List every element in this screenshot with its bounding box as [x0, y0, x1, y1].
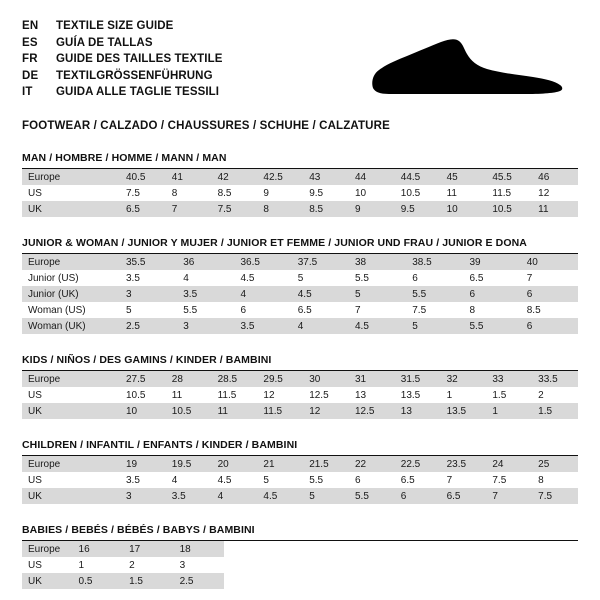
cell: 13 [349, 387, 395, 403]
category-heading: FOOTWEAR / CALZADO / CHAUSSURES / SCHUHE / CALZATURE [22, 120, 390, 132]
table-row [22, 169, 578, 185]
cell: 6.5 [441, 488, 487, 504]
cell: 46 [532, 169, 578, 185]
cell: 11.5 [257, 403, 303, 419]
cell: 23.5 [441, 456, 487, 472]
cell: 4 [177, 270, 234, 286]
cell: 8 [464, 302, 521, 318]
cell: 6 [395, 488, 441, 504]
cell: 3.5 [166, 488, 212, 504]
cell: 7.5 [486, 472, 532, 488]
cell: 28.5 [212, 371, 258, 387]
section-title: CHILDREN / INFANTIL / ENFANTS / KINDER / BAMBINI [22, 439, 578, 456]
language-code: ES [22, 36, 38, 49]
cell: 8 [257, 201, 303, 217]
cell: 4.5 [349, 318, 406, 334]
cell: 5 [303, 488, 349, 504]
cell: 4 [166, 472, 212, 488]
cell-empty [224, 557, 578, 573]
cell: 22.5 [395, 456, 441, 472]
cell: 18 [174, 541, 225, 557]
table-row [22, 456, 578, 472]
cell: 1.5 [532, 403, 578, 419]
cell: 0.5 [73, 573, 124, 589]
cell: 16 [73, 541, 124, 557]
cell: 9 [257, 185, 303, 201]
cell: 5.5 [177, 302, 234, 318]
row-label: Europe [22, 371, 120, 387]
table-row [22, 302, 578, 318]
cell: 2 [532, 387, 578, 403]
row-label: UK [22, 201, 120, 217]
cell: 37.5 [292, 254, 349, 270]
cell: 28 [166, 371, 212, 387]
cell: 3 [120, 286, 177, 302]
cell: 20 [212, 456, 258, 472]
section-babies [22, 524, 578, 589]
cell: 1.5 [123, 573, 174, 589]
cell: 11 [212, 403, 258, 419]
table-row [22, 472, 578, 488]
cell: 12 [532, 185, 578, 201]
cell: 10.5 [166, 403, 212, 419]
cell: 40.5 [120, 169, 166, 185]
table-row [22, 403, 578, 419]
cell: 17 [123, 541, 174, 557]
language-code: DE [22, 69, 39, 82]
cell: 3.5 [120, 270, 177, 286]
cell: 10 [441, 201, 487, 217]
cell: 1 [486, 403, 532, 419]
table-row [22, 387, 578, 403]
cell: 31.5 [395, 371, 441, 387]
cell: 5.5 [349, 270, 406, 286]
cell: 7 [441, 472, 487, 488]
cell: 6 [521, 318, 578, 334]
language-row [22, 84, 223, 101]
cell: 44 [349, 169, 395, 185]
size-table-children [22, 456, 578, 504]
cell: 5 [120, 302, 177, 318]
section-junior-woman [22, 237, 578, 334]
row-label: Junior (UK) [22, 286, 120, 302]
cell: 7.5 [532, 488, 578, 504]
cell: 9 [349, 201, 395, 217]
cell: 24 [486, 456, 532, 472]
cell: 33 [486, 371, 532, 387]
cell: 41 [166, 169, 212, 185]
language-code: EN [22, 20, 39, 32]
cell: 4 [235, 286, 292, 302]
cell: 6 [349, 472, 395, 488]
row-label: UK [22, 488, 120, 504]
cell: 2.5 [174, 573, 225, 589]
cell: 43 [303, 169, 349, 185]
row-label: Junior (US) [22, 270, 120, 286]
cell: 45 [441, 169, 487, 185]
document-header [22, 18, 578, 106]
cell: 6 [406, 270, 463, 286]
cell: 4 [212, 488, 258, 504]
table-row [22, 488, 578, 504]
cell: 10 [120, 403, 166, 419]
cell: 7.5 [120, 185, 166, 201]
cell: 22 [349, 456, 395, 472]
cell: 5 [257, 472, 303, 488]
cell: 42.5 [257, 169, 303, 185]
cell: 39 [464, 254, 521, 270]
cell: 11.5 [212, 387, 258, 403]
cell: 3 [120, 488, 166, 504]
cell: 11 [441, 185, 487, 201]
cell: 4.5 [257, 488, 303, 504]
cell: 6.5 [120, 201, 166, 217]
cell: 4 [292, 318, 349, 334]
dress-shoe-icon [362, 24, 572, 106]
language-title: GUIDE DES TAILLES TEXTILE [56, 53, 223, 65]
cell: 1.5 [486, 387, 532, 403]
row-label: US [22, 387, 120, 403]
section-title: JUNIOR & WOMAN / JUNIOR Y MUJER / JUNIOR ET FEMME / JUNIOR UND FRAU / JUNIOR E DONA [22, 237, 578, 254]
cell: 21.5 [303, 456, 349, 472]
cell: 5.5 [406, 286, 463, 302]
cell: 5.5 [464, 318, 521, 334]
table-row [22, 541, 578, 557]
cell-empty [224, 541, 578, 557]
table-row [22, 573, 578, 589]
cell: 3 [174, 557, 225, 573]
cell: 6.5 [464, 270, 521, 286]
row-label: UK [22, 573, 73, 589]
cell: 3.5 [177, 286, 234, 302]
cell: 9.5 [303, 185, 349, 201]
table-row [22, 185, 578, 201]
cell: 3 [177, 318, 234, 334]
cell: 1 [73, 557, 124, 573]
row-label: UK [22, 403, 120, 419]
table-row [22, 371, 578, 387]
language-title-list [22, 18, 223, 101]
row-label: US [22, 557, 73, 573]
section-title: KIDS / NIÑOS / DES GAMINS / KINDER / BAMBINI [22, 354, 578, 371]
cell: 6 [235, 302, 292, 318]
cell: 5 [406, 318, 463, 334]
cell: 42 [212, 169, 258, 185]
cell: 6 [521, 286, 578, 302]
table-row [22, 254, 578, 270]
section-man [22, 152, 578, 217]
cell: 3.5 [120, 472, 166, 488]
cell: 38.5 [406, 254, 463, 270]
cell: 5 [349, 286, 406, 302]
cell: 12.5 [349, 403, 395, 419]
cell: 5.5 [349, 488, 395, 504]
cell: 5.5 [303, 472, 349, 488]
size-table-babies [22, 541, 578, 589]
cell: 4.5 [292, 286, 349, 302]
cell: 36.5 [235, 254, 292, 270]
language-title: GUÍA DE TALLAS [56, 36, 153, 49]
cell: 8 [532, 472, 578, 488]
row-label: Woman (UK) [22, 318, 120, 334]
language-row [22, 68, 223, 85]
cell: 2.5 [120, 318, 177, 334]
cell: 10.5 [486, 201, 532, 217]
table-row [22, 286, 578, 302]
cell: 7 [521, 270, 578, 286]
cell: 2 [123, 557, 174, 573]
cell: 8 [166, 185, 212, 201]
cell: 1 [441, 387, 487, 403]
row-label: Europe [22, 254, 120, 270]
cell: 19 [120, 456, 166, 472]
cell: 8.5 [212, 185, 258, 201]
cell: 7.5 [212, 201, 258, 217]
cell: 13.5 [441, 403, 487, 419]
cell: 11 [166, 387, 212, 403]
cell: 10.5 [395, 185, 441, 201]
size-table-junior-woman [22, 254, 578, 334]
cell: 29.5 [257, 371, 303, 387]
cell: 10 [349, 185, 395, 201]
table-row [22, 270, 578, 286]
cell: 4.5 [235, 270, 292, 286]
table-row [22, 557, 578, 573]
cell: 12 [303, 403, 349, 419]
language-title: GUIDA ALLE TAGLIE TESSILI [56, 86, 220, 98]
row-label: Europe [22, 169, 120, 185]
cell: 5 [292, 270, 349, 286]
cell: 7 [349, 302, 406, 318]
cell: 3.5 [235, 318, 292, 334]
cell: 21 [257, 456, 303, 472]
section-title: MAN / HOMBRE / HOMME / MANN / MAN [22, 152, 578, 169]
row-label: US [22, 472, 120, 488]
cell: 30 [303, 371, 349, 387]
cell: 45.5 [486, 169, 532, 185]
cell: 27.5 [120, 371, 166, 387]
cell: 6 [464, 286, 521, 302]
cell: 40 [521, 254, 578, 270]
cell: 11 [532, 201, 578, 217]
cell: 12 [257, 387, 303, 403]
cell: 36 [177, 254, 234, 270]
row-label: US [22, 185, 120, 201]
language-row [22, 35, 223, 52]
table-row [22, 201, 578, 217]
cell: 11.5 [486, 185, 532, 201]
language-row [22, 51, 223, 68]
size-table-man [22, 169, 578, 217]
section-title: BABIES / BEBÉS / BÉBÉS / BABYS / BAMBINI [22, 524, 578, 541]
language-title: TEXTILGRÖSSENFÜHRUNG [56, 69, 213, 82]
cell: 25 [532, 456, 578, 472]
cell: 8.5 [521, 302, 578, 318]
cell: 7 [486, 488, 532, 504]
cell: 6.5 [395, 472, 441, 488]
row-label: Woman (US) [22, 302, 120, 318]
cell: 38 [349, 254, 406, 270]
cell: 6.5 [292, 302, 349, 318]
cell: 33.5 [532, 371, 578, 387]
size-table-kids [22, 371, 578, 419]
cell: 35.5 [120, 254, 177, 270]
row-label: Europe [22, 541, 73, 557]
cell: 13 [395, 403, 441, 419]
cell: 8.5 [303, 201, 349, 217]
cell: 7.5 [406, 302, 463, 318]
row-label: Europe [22, 456, 120, 472]
language-code: IT [22, 86, 33, 98]
table-row [22, 318, 578, 334]
language-code: FR [22, 53, 38, 65]
cell: 13.5 [395, 387, 441, 403]
section-children [22, 439, 578, 504]
cell: 44.5 [395, 169, 441, 185]
cell: 7 [166, 201, 212, 217]
cell: 19.5 [166, 456, 212, 472]
language-title: TEXTILE SIZE GUIDE [56, 20, 174, 32]
cell: 12.5 [303, 387, 349, 403]
section-kids [22, 354, 578, 419]
cell-empty [224, 573, 578, 589]
cell: 9.5 [395, 201, 441, 217]
cell: 10.5 [120, 387, 166, 403]
cell: 32 [441, 371, 487, 387]
cell: 31 [349, 371, 395, 387]
language-row [22, 18, 223, 35]
cell: 4.5 [212, 472, 258, 488]
